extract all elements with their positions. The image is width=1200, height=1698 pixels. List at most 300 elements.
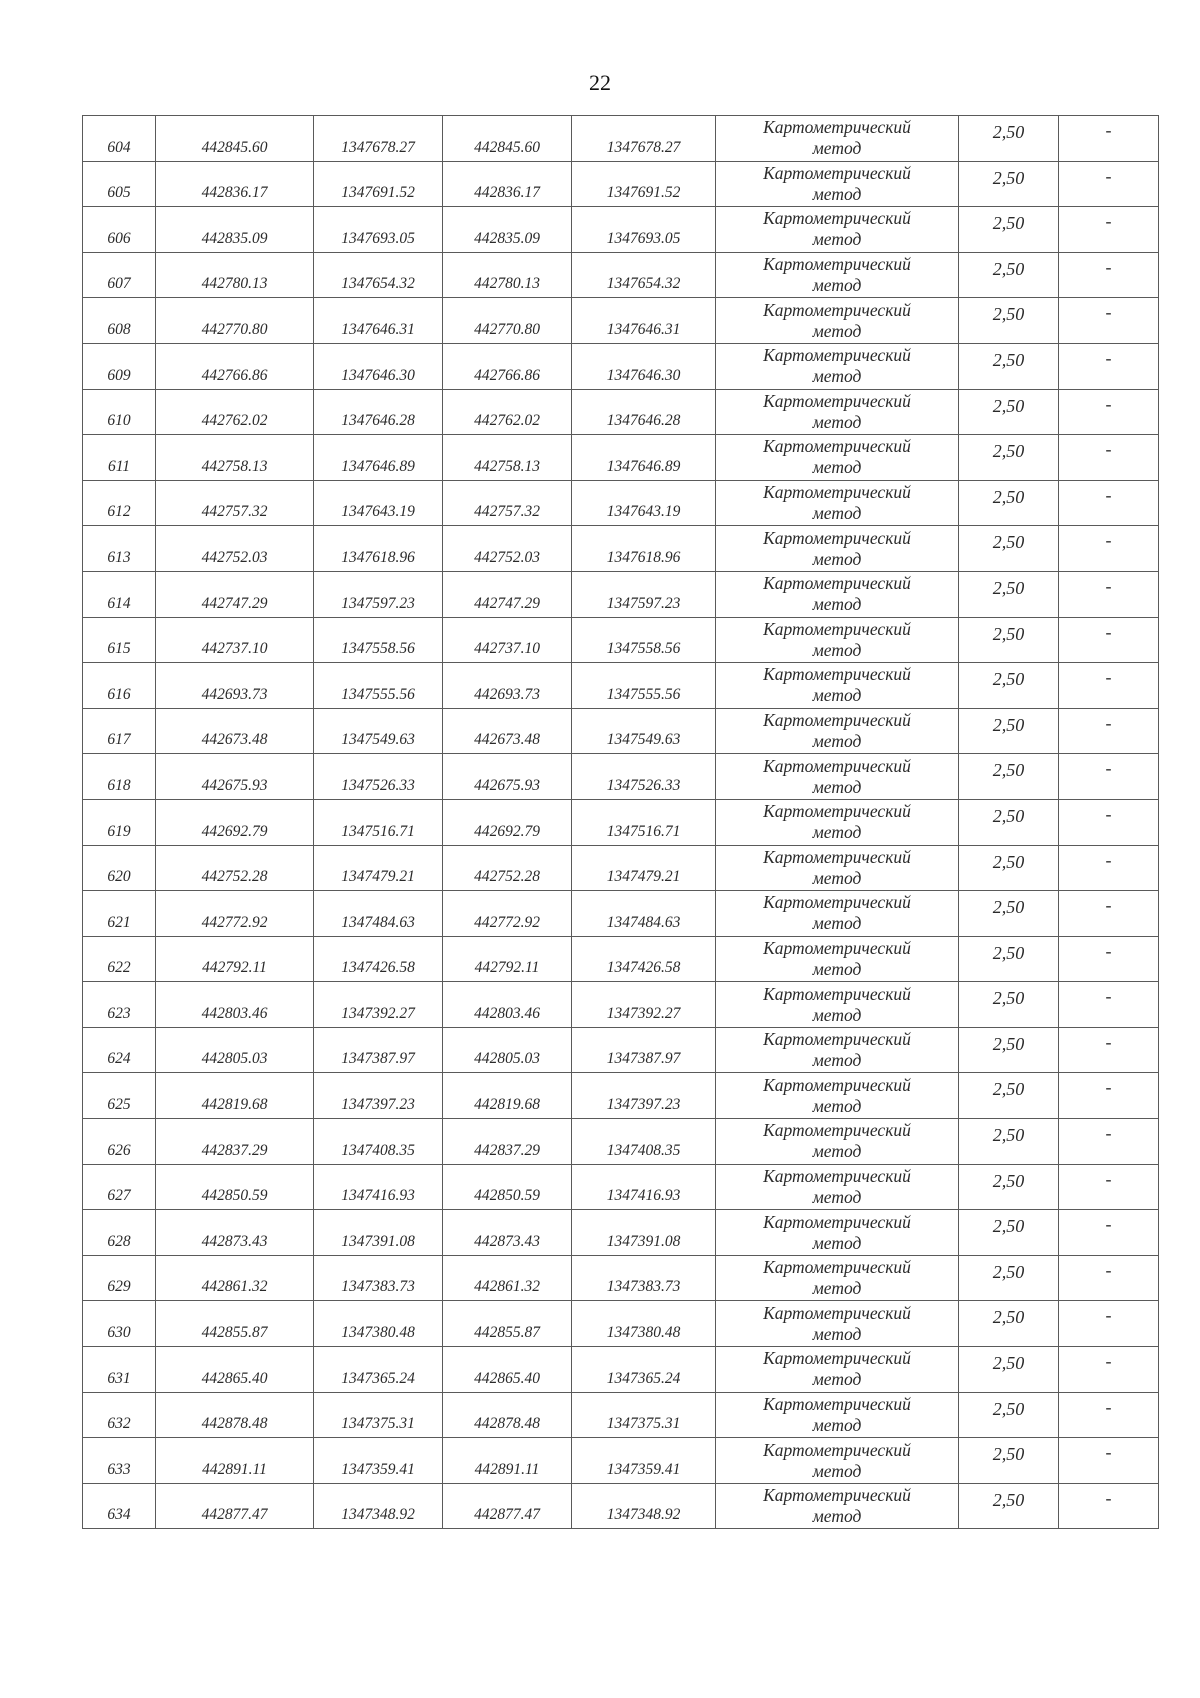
x-coordinate-cell: 442835.09 — [156, 207, 314, 253]
accuracy-cell: 2,50 — [959, 161, 1059, 207]
table-row — [83, 799, 1159, 845]
description-cell: - — [1059, 1119, 1159, 1165]
point-number-cell: 625 — [83, 1073, 156, 1119]
method-line-2: метод — [812, 822, 862, 843]
method-line-2: метод — [812, 913, 862, 934]
point-number-cell: 613 — [83, 526, 156, 572]
point-number-cell: 617 — [83, 708, 156, 754]
method-line-2: метод — [812, 1323, 862, 1344]
method-line-1: Картометрический — [763, 618, 911, 639]
method-line-1: Картометрический — [763, 162, 911, 183]
description-cell: - — [1059, 1392, 1159, 1438]
point-number-cell: 605 — [83, 161, 156, 207]
method-line-2: метод — [812, 548, 862, 569]
method-cell — [716, 1119, 959, 1165]
accuracy-cell: 2,50 — [959, 708, 1059, 754]
method-cell — [716, 526, 959, 572]
table-row — [83, 708, 1159, 754]
y-coordinate-cell: 1347526.33 — [314, 754, 443, 800]
method-line-1: Картометрический — [763, 755, 911, 776]
y-coordinate-2-cell: 1347643.19 — [572, 480, 716, 526]
y-coordinate-2-cell: 1347597.23 — [572, 571, 716, 617]
method-line-1: Картометрический — [763, 254, 911, 275]
coordinates-table-body — [83, 116, 1159, 1529]
x-coordinate-2-cell: 442865.40 — [443, 1347, 572, 1393]
table-row — [83, 207, 1159, 253]
table-row — [83, 1392, 1159, 1438]
method-line-1: Картометрический — [763, 1439, 911, 1460]
method-cell — [716, 1255, 959, 1301]
y-coordinate-2-cell: 1347383.73 — [572, 1255, 716, 1301]
point-number-cell: 634 — [83, 1483, 156, 1529]
method-cell — [716, 252, 959, 298]
method-line-1: Картометрический — [763, 436, 911, 457]
accuracy-cell: 2,50 — [959, 845, 1059, 891]
x-coordinate-cell: 442692.79 — [156, 799, 314, 845]
x-coordinate-2-cell: 442837.29 — [443, 1119, 572, 1165]
method-line-1: Картометрический — [763, 710, 911, 731]
x-coordinate-cell: 442758.13 — [156, 435, 314, 481]
method-line-2: метод — [812, 503, 862, 524]
y-coordinate-2-cell: 1347678.27 — [572, 116, 716, 162]
x-coordinate-cell: 442861.32 — [156, 1255, 314, 1301]
x-coordinate-2-cell: 442850.59 — [443, 1164, 572, 1210]
method-cell — [716, 891, 959, 937]
method-line-2: метод — [812, 1004, 862, 1025]
y-coordinate-2-cell: 1347408.35 — [572, 1119, 716, 1165]
point-number-cell: 624 — [83, 1027, 156, 1073]
point-number-cell: 622 — [83, 936, 156, 982]
x-coordinate-cell: 442770.80 — [156, 298, 314, 344]
x-coordinate-cell: 442675.93 — [156, 754, 314, 800]
description-cell: - — [1059, 617, 1159, 663]
table-row — [83, 982, 1159, 1028]
y-coordinate-2-cell: 1347348.92 — [572, 1483, 716, 1529]
method-line-1: Картометрический — [763, 573, 911, 594]
y-coordinate-cell: 1347691.52 — [314, 161, 443, 207]
table-row — [83, 754, 1159, 800]
y-coordinate-2-cell: 1347416.93 — [572, 1164, 716, 1210]
x-coordinate-2-cell: 442673.48 — [443, 708, 572, 754]
description-cell: - — [1059, 389, 1159, 435]
x-coordinate-2-cell: 442877.47 — [443, 1483, 572, 1529]
point-number-cell: 630 — [83, 1301, 156, 1347]
x-coordinate-2-cell: 442780.13 — [443, 252, 572, 298]
y-coordinate-cell: 1347391.08 — [314, 1210, 443, 1256]
method-cell — [716, 161, 959, 207]
accuracy-cell: 2,50 — [959, 1027, 1059, 1073]
description-cell: - — [1059, 1073, 1159, 1119]
table-row — [83, 389, 1159, 435]
x-coordinate-2-cell: 442762.02 — [443, 389, 572, 435]
y-coordinate-cell: 1347397.23 — [314, 1073, 443, 1119]
x-coordinate-2-cell: 442803.46 — [443, 982, 572, 1028]
point-number-cell: 627 — [83, 1164, 156, 1210]
method-line-2: метод — [812, 594, 862, 615]
y-coordinate-2-cell: 1347646.28 — [572, 389, 716, 435]
method-line-2: метод — [812, 1095, 862, 1116]
method-cell — [716, 799, 959, 845]
table-row — [83, 116, 1159, 162]
method-line-2: метод — [812, 1050, 862, 1071]
table-row — [83, 1255, 1159, 1301]
method-line-1: Картометрический — [763, 664, 911, 685]
method-line-1: Картометрический — [763, 482, 911, 503]
y-coordinate-cell: 1347646.31 — [314, 298, 443, 344]
description-cell: - — [1059, 799, 1159, 845]
method-line-1: Картометрический — [763, 1029, 911, 1050]
method-line-1: Картометрический — [763, 1165, 911, 1186]
x-coordinate-cell: 442737.10 — [156, 617, 314, 663]
point-number-cell: 612 — [83, 480, 156, 526]
method-line-1: Картометрический — [763, 345, 911, 366]
y-coordinate-2-cell: 1347526.33 — [572, 754, 716, 800]
table-row — [83, 161, 1159, 207]
x-coordinate-2-cell: 442772.92 — [443, 891, 572, 937]
accuracy-cell: 2,50 — [959, 1301, 1059, 1347]
y-coordinate-cell: 1347375.31 — [314, 1392, 443, 1438]
point-number-cell: 620 — [83, 845, 156, 891]
point-number-cell: 618 — [83, 754, 156, 800]
table-row — [83, 252, 1159, 298]
description-cell: - — [1059, 754, 1159, 800]
table-row — [83, 1301, 1159, 1347]
method-line-1: Картометрический — [763, 1348, 911, 1369]
y-coordinate-cell: 1347558.56 — [314, 617, 443, 663]
method-line-2: метод — [812, 320, 862, 341]
method-line-1: Картометрический — [763, 1485, 911, 1506]
y-coordinate-cell: 1347618.96 — [314, 526, 443, 572]
accuracy-cell: 2,50 — [959, 116, 1059, 162]
method-line-2: метод — [812, 1414, 862, 1435]
point-number-cell: 623 — [83, 982, 156, 1028]
coordinates-table — [82, 115, 1159, 1529]
description-cell: - — [1059, 1164, 1159, 1210]
method-cell — [716, 663, 959, 709]
method-line-2: метод — [812, 1141, 862, 1162]
y-coordinate-2-cell: 1347365.24 — [572, 1347, 716, 1393]
description-cell: - — [1059, 982, 1159, 1028]
x-coordinate-2-cell: 442819.68 — [443, 1073, 572, 1119]
accuracy-cell: 2,50 — [959, 252, 1059, 298]
method-line-1: Картометрический — [763, 1393, 911, 1414]
point-number-cell: 626 — [83, 1119, 156, 1165]
method-cell — [716, 343, 959, 389]
y-coordinate-cell: 1347549.63 — [314, 708, 443, 754]
y-coordinate-2-cell: 1347391.08 — [572, 1210, 716, 1256]
x-coordinate-2-cell: 442675.93 — [443, 754, 572, 800]
x-coordinate-cell: 442878.48 — [156, 1392, 314, 1438]
method-line-2: метод — [812, 1186, 862, 1207]
y-coordinate-cell: 1347387.97 — [314, 1027, 443, 1073]
table-row — [83, 343, 1159, 389]
accuracy-cell: 2,50 — [959, 480, 1059, 526]
x-coordinate-cell: 442693.73 — [156, 663, 314, 709]
method-line-1: Картометрический — [763, 1120, 911, 1141]
method-line-1: Картометрический — [763, 299, 911, 320]
point-number-cell: 616 — [83, 663, 156, 709]
description-cell: - — [1059, 343, 1159, 389]
method-line-2: метод — [812, 183, 862, 204]
x-coordinate-cell: 442837.29 — [156, 1119, 314, 1165]
point-number-cell: 609 — [83, 343, 156, 389]
accuracy-cell: 2,50 — [959, 1255, 1059, 1301]
method-line-2: метод — [812, 958, 862, 979]
point-number-cell: 614 — [83, 571, 156, 617]
method-cell — [716, 1438, 959, 1484]
accuracy-cell: 2,50 — [959, 799, 1059, 845]
method-line-2: метод — [812, 1278, 862, 1299]
method-line-2: метод — [812, 1460, 862, 1481]
x-coordinate-2-cell: 442770.80 — [443, 298, 572, 344]
x-coordinate-cell: 442819.68 — [156, 1073, 314, 1119]
table-row — [83, 1210, 1159, 1256]
y-coordinate-cell: 1347380.48 — [314, 1301, 443, 1347]
y-coordinate-cell: 1347597.23 — [314, 571, 443, 617]
y-coordinate-2-cell: 1347691.52 — [572, 161, 716, 207]
description-cell: - — [1059, 252, 1159, 298]
method-line-1: Картометрический — [763, 390, 911, 411]
accuracy-cell: 2,50 — [959, 1392, 1059, 1438]
accuracy-cell: 2,50 — [959, 526, 1059, 572]
x-coordinate-2-cell: 442758.13 — [443, 435, 572, 481]
description-cell: - — [1059, 116, 1159, 162]
description-cell: - — [1059, 1027, 1159, 1073]
accuracy-cell: 2,50 — [959, 1347, 1059, 1393]
method-line-2: метод — [812, 229, 862, 250]
accuracy-cell: 2,50 — [959, 1119, 1059, 1165]
point-number-cell: 621 — [83, 891, 156, 937]
accuracy-cell: 2,50 — [959, 1073, 1059, 1119]
y-coordinate-2-cell: 1347426.58 — [572, 936, 716, 982]
x-coordinate-2-cell: 442752.03 — [443, 526, 572, 572]
method-cell — [716, 617, 959, 663]
method-line-2: метод — [812, 138, 862, 159]
accuracy-cell: 2,50 — [959, 1438, 1059, 1484]
method-cell — [716, 1210, 959, 1256]
x-coordinate-2-cell: 442805.03 — [443, 1027, 572, 1073]
x-coordinate-cell: 442873.43 — [156, 1210, 314, 1256]
table-row — [83, 298, 1159, 344]
method-line-2: метод — [812, 867, 862, 888]
accuracy-cell: 2,50 — [959, 571, 1059, 617]
point-number-cell: 608 — [83, 298, 156, 344]
method-line-2: метод — [812, 1232, 862, 1253]
y-coordinate-2-cell: 1347392.27 — [572, 982, 716, 1028]
x-coordinate-2-cell: 442855.87 — [443, 1301, 572, 1347]
description-cell: - — [1059, 435, 1159, 481]
point-number-cell: 631 — [83, 1347, 156, 1393]
x-coordinate-cell: 442766.86 — [156, 343, 314, 389]
accuracy-cell: 2,50 — [959, 982, 1059, 1028]
method-cell — [716, 1483, 959, 1529]
y-coordinate-2-cell: 1347397.23 — [572, 1073, 716, 1119]
method-cell — [716, 435, 959, 481]
description-cell: - — [1059, 1255, 1159, 1301]
y-coordinate-2-cell: 1347654.32 — [572, 252, 716, 298]
x-coordinate-2-cell: 442757.32 — [443, 480, 572, 526]
point-number-cell: 615 — [83, 617, 156, 663]
method-cell — [716, 1073, 959, 1119]
method-cell — [716, 207, 959, 253]
method-cell — [716, 1027, 959, 1073]
y-coordinate-cell: 1347643.19 — [314, 480, 443, 526]
method-cell — [716, 754, 959, 800]
y-coordinate-cell: 1347392.27 — [314, 982, 443, 1028]
accuracy-cell: 2,50 — [959, 617, 1059, 663]
method-line-1: Картометрический — [763, 937, 911, 958]
accuracy-cell: 2,50 — [959, 1210, 1059, 1256]
x-coordinate-2-cell: 442845.60 — [443, 116, 572, 162]
x-coordinate-cell: 442747.29 — [156, 571, 314, 617]
point-number-cell: 607 — [83, 252, 156, 298]
point-number-cell: 606 — [83, 207, 156, 253]
y-coordinate-cell: 1347646.30 — [314, 343, 443, 389]
y-coordinate-cell: 1347383.73 — [314, 1255, 443, 1301]
table-row — [83, 480, 1159, 526]
y-coordinate-2-cell: 1347375.31 — [572, 1392, 716, 1438]
x-coordinate-2-cell: 442792.11 — [443, 936, 572, 982]
description-cell: - — [1059, 298, 1159, 344]
accuracy-cell: 2,50 — [959, 1164, 1059, 1210]
x-coordinate-cell: 442803.46 — [156, 982, 314, 1028]
description-cell: - — [1059, 845, 1159, 891]
x-coordinate-cell: 442752.03 — [156, 526, 314, 572]
accuracy-cell: 2,50 — [959, 298, 1059, 344]
method-cell — [716, 1164, 959, 1210]
x-coordinate-cell: 442850.59 — [156, 1164, 314, 1210]
description-cell: - — [1059, 207, 1159, 253]
x-coordinate-2-cell: 442693.73 — [443, 663, 572, 709]
y-coordinate-2-cell: 1347693.05 — [572, 207, 716, 253]
method-line-2: метод — [812, 639, 862, 660]
x-coordinate-2-cell: 442873.43 — [443, 1210, 572, 1256]
table-row — [83, 617, 1159, 663]
accuracy-cell: 2,50 — [959, 389, 1059, 435]
y-coordinate-cell: 1347479.21 — [314, 845, 443, 891]
y-coordinate-cell: 1347416.93 — [314, 1164, 443, 1210]
x-coordinate-cell: 442805.03 — [156, 1027, 314, 1073]
y-coordinate-cell: 1347426.58 — [314, 936, 443, 982]
method-cell — [716, 936, 959, 982]
y-coordinate-2-cell: 1347479.21 — [572, 845, 716, 891]
x-coordinate-2-cell: 442836.17 — [443, 161, 572, 207]
table-row — [83, 571, 1159, 617]
description-cell: - — [1059, 1438, 1159, 1484]
table-row — [83, 435, 1159, 481]
x-coordinate-cell: 442877.47 — [156, 1483, 314, 1529]
x-coordinate-2-cell: 442766.86 — [443, 343, 572, 389]
description-cell: - — [1059, 161, 1159, 207]
table-row — [83, 1119, 1159, 1165]
x-coordinate-2-cell: 442835.09 — [443, 207, 572, 253]
table-row — [83, 845, 1159, 891]
description-cell: - — [1059, 526, 1159, 572]
accuracy-cell: 2,50 — [959, 663, 1059, 709]
y-coordinate-cell: 1347555.56 — [314, 663, 443, 709]
table-row — [83, 936, 1159, 982]
description-cell: - — [1059, 663, 1159, 709]
method-line-1: Картометрический — [763, 1074, 911, 1095]
description-cell: - — [1059, 571, 1159, 617]
method-line-2: метод — [812, 457, 862, 478]
x-coordinate-2-cell: 442752.28 — [443, 845, 572, 891]
method-line-2: метод — [812, 275, 862, 296]
x-coordinate-2-cell: 442891.11 — [443, 1438, 572, 1484]
table-row — [83, 891, 1159, 937]
y-coordinate-2-cell: 1347549.63 — [572, 708, 716, 754]
method-cell — [716, 1392, 959, 1438]
y-coordinate-cell: 1347678.27 — [314, 116, 443, 162]
x-coordinate-cell: 442762.02 — [156, 389, 314, 435]
y-coordinate-cell: 1347348.92 — [314, 1483, 443, 1529]
method-cell — [716, 480, 959, 526]
method-line-2: метод — [812, 731, 862, 752]
table-row — [83, 1483, 1159, 1529]
description-cell: - — [1059, 1483, 1159, 1529]
method-line-2: метод — [812, 1369, 862, 1390]
method-line-2: метод — [812, 366, 862, 387]
table-row — [83, 1347, 1159, 1393]
point-number-cell: 619 — [83, 799, 156, 845]
method-line-1: Картометрический — [763, 1302, 911, 1323]
method-line-1: Картометрический — [763, 1211, 911, 1232]
table-row — [83, 1438, 1159, 1484]
accuracy-cell: 2,50 — [959, 1483, 1059, 1529]
method-line-1: Картометрический — [763, 892, 911, 913]
table-row — [83, 1027, 1159, 1073]
point-number-cell: 610 — [83, 389, 156, 435]
x-coordinate-cell: 442673.48 — [156, 708, 314, 754]
y-coordinate-cell: 1347646.28 — [314, 389, 443, 435]
method-line-1: Картометрический — [763, 801, 911, 822]
y-coordinate-2-cell: 1347380.48 — [572, 1301, 716, 1347]
point-number-cell: 632 — [83, 1392, 156, 1438]
point-number-cell: 633 — [83, 1438, 156, 1484]
x-coordinate-cell: 442780.13 — [156, 252, 314, 298]
y-coordinate-cell: 1347693.05 — [314, 207, 443, 253]
x-coordinate-cell: 442891.11 — [156, 1438, 314, 1484]
y-coordinate-cell: 1347408.35 — [314, 1119, 443, 1165]
y-coordinate-cell: 1347484.63 — [314, 891, 443, 937]
method-cell — [716, 845, 959, 891]
method-line-1: Картометрический — [763, 983, 911, 1004]
method-cell — [716, 571, 959, 617]
description-cell: - — [1059, 708, 1159, 754]
method-line-1: Картометрический — [763, 208, 911, 229]
y-coordinate-cell: 1347516.71 — [314, 799, 443, 845]
accuracy-cell: 2,50 — [959, 891, 1059, 937]
y-coordinate-2-cell: 1347558.56 — [572, 617, 716, 663]
y-coordinate-cell: 1347654.32 — [314, 252, 443, 298]
table-row — [83, 526, 1159, 572]
point-number-cell: 611 — [83, 435, 156, 481]
x-coordinate-cell: 442757.32 — [156, 480, 314, 526]
method-line-2: метод — [812, 776, 862, 797]
y-coordinate-2-cell: 1347646.30 — [572, 343, 716, 389]
method-cell — [716, 1347, 959, 1393]
y-coordinate-cell: 1347359.41 — [314, 1438, 443, 1484]
accuracy-cell: 2,50 — [959, 936, 1059, 982]
method-cell — [716, 116, 959, 162]
description-cell: - — [1059, 1347, 1159, 1393]
method-cell — [716, 982, 959, 1028]
y-coordinate-2-cell: 1347484.63 — [572, 891, 716, 937]
y-coordinate-cell: 1347646.89 — [314, 435, 443, 481]
description-cell: - — [1059, 480, 1159, 526]
page-number: 22 — [589, 70, 611, 95]
y-coordinate-2-cell: 1347516.71 — [572, 799, 716, 845]
